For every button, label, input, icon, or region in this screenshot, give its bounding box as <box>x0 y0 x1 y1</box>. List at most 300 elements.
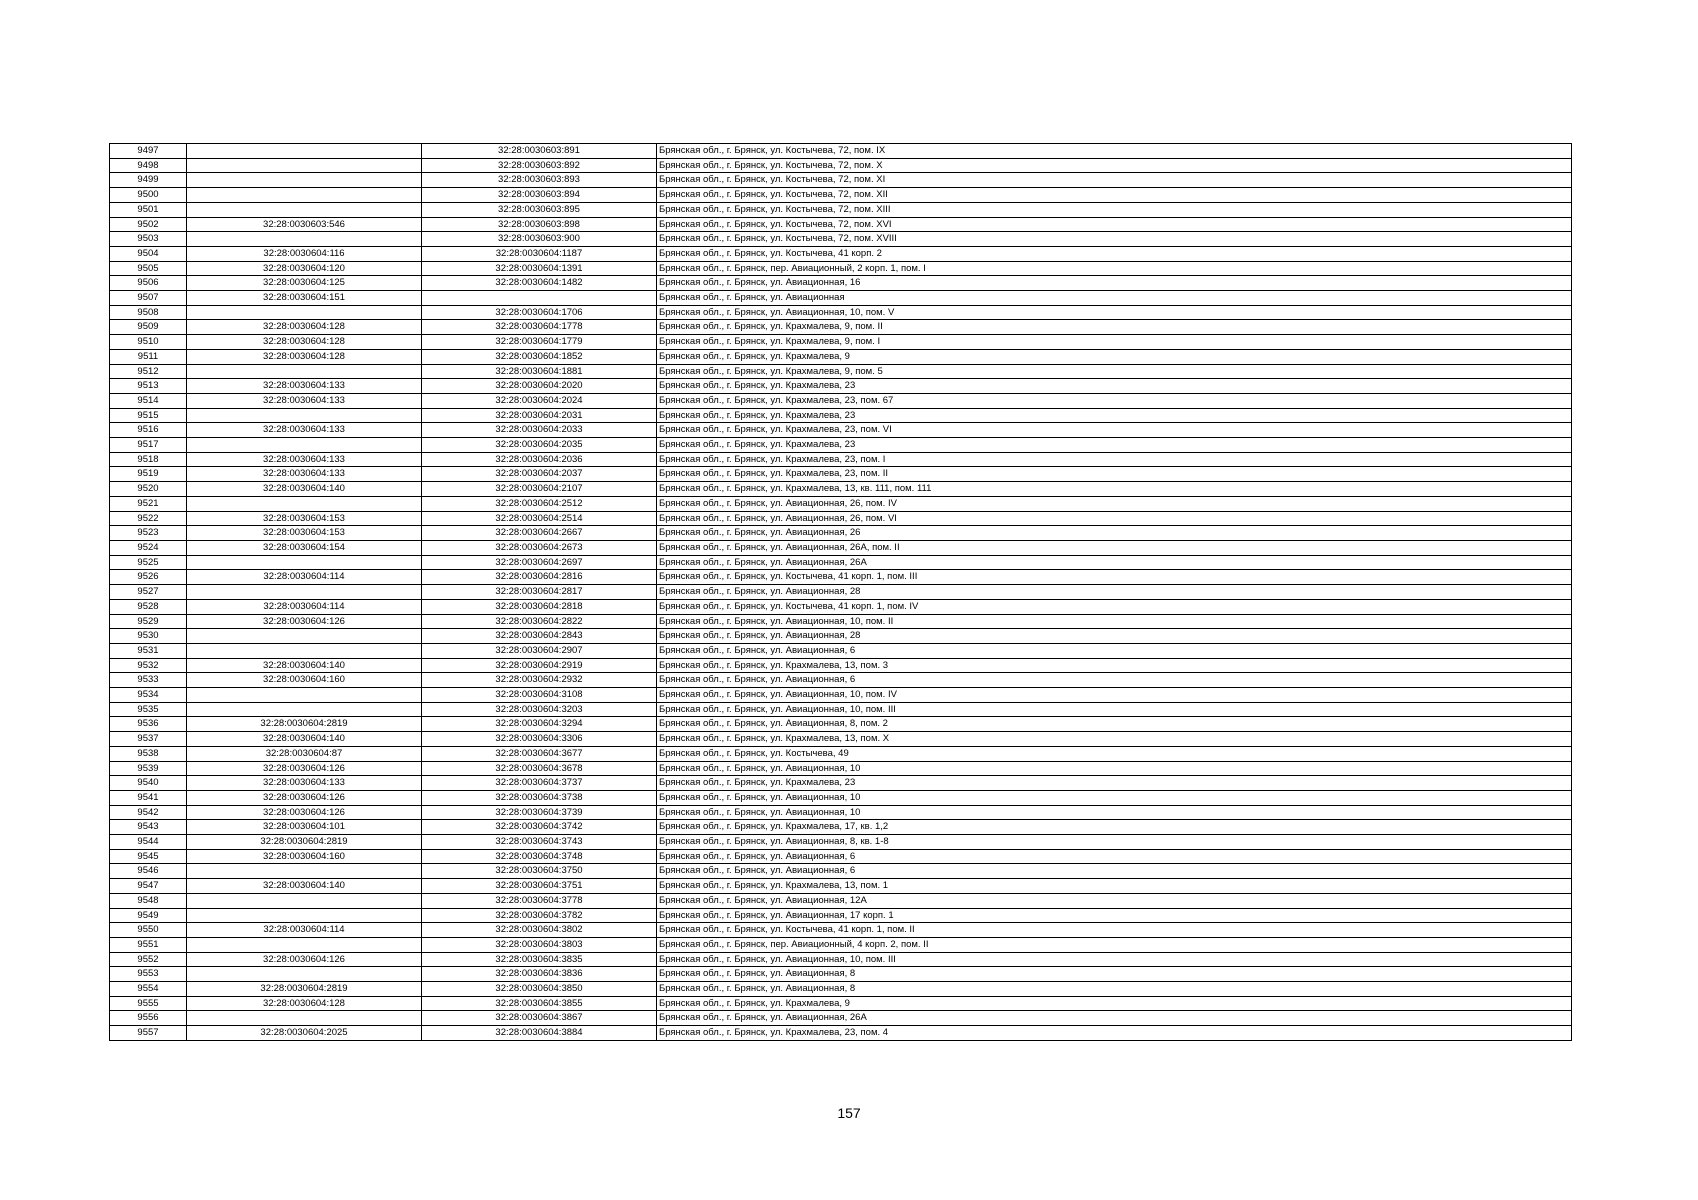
table-row <box>110 879 1572 894</box>
parent-cadastral-number-cell <box>187 967 422 982</box>
table-row <box>110 496 1572 511</box>
address-cell: Брянская обл., г. Брянск, ул. Костычева, 72, пом. XVI <box>657 217 1572 232</box>
parent-cadastral-number-cell <box>187 643 422 658</box>
table-row <box>110 408 1572 423</box>
table-row <box>110 673 1572 688</box>
table-row <box>110 952 1572 967</box>
table-row <box>110 202 1572 217</box>
cadastral-number-cell: 32:28:0030604:1187 <box>422 246 657 261</box>
cadastral-number-cell: 32:28:0030604:2033 <box>422 423 657 438</box>
parent-cadastral-number-cell: 32:28:0030604:133 <box>187 467 422 482</box>
cadastral-number-cell: 32:28:0030604:3739 <box>422 805 657 820</box>
table-row <box>110 614 1572 629</box>
table-row <box>110 761 1572 776</box>
parent-cadastral-number-cell: 32:28:0030604:2819 <box>187 982 422 997</box>
address-cell: Брянская обл., г. Брянск, ул. Костычева, 72, пом. IX <box>657 144 1572 159</box>
row-number-cell: 9517 <box>110 438 187 453</box>
parent-cadastral-number-cell: 32:28:0030604:133 <box>187 776 422 791</box>
parent-cadastral-number-cell <box>187 908 422 923</box>
row-number-cell: 9514 <box>110 393 187 408</box>
table-row <box>110 629 1572 644</box>
address-cell: Брянская обл., г. Брянск, ул. Авиационная, 10 <box>657 761 1572 776</box>
address-cell: Брянская обл., г. Брянск, ул. Костычева, 41 корп. 1, пом. IV <box>657 599 1572 614</box>
row-number-cell: 9555 <box>110 996 187 1011</box>
cadastral-number-cell: 32:28:0030604:1391 <box>422 261 657 276</box>
table-row <box>110 702 1572 717</box>
row-number-cell: 9539 <box>110 761 187 776</box>
address-cell: Брянская обл., г. Брянск, ул. Крахмалева, 9, пом. 5 <box>657 364 1572 379</box>
table-row <box>110 849 1572 864</box>
address-cell: Брянская обл., г. Брянск, ул. Авиационная, 8, пом. 2 <box>657 717 1572 732</box>
table-row <box>110 246 1572 261</box>
parent-cadastral-number-cell <box>187 188 422 203</box>
row-number-cell: 9511 <box>110 349 187 364</box>
row-number-cell: 9531 <box>110 643 187 658</box>
cadastral-number-cell: 32:28:0030604:3743 <box>422 835 657 850</box>
row-number-cell: 9540 <box>110 776 187 791</box>
parent-cadastral-number-cell <box>187 629 422 644</box>
address-cell: Брянская обл., г. Брянск, ул. Крахмалева, 9 <box>657 996 1572 1011</box>
row-number-cell: 9521 <box>110 496 187 511</box>
table-row <box>110 335 1572 350</box>
address-cell: Брянская обл., г. Брянск, ул. Авиационная, 10, пом. III <box>657 702 1572 717</box>
row-number-cell: 9518 <box>110 452 187 467</box>
row-number-cell: 9523 <box>110 526 187 541</box>
row-number-cell: 9502 <box>110 217 187 232</box>
row-number-cell: 9551 <box>110 937 187 952</box>
row-number-cell: 9541 <box>110 790 187 805</box>
parent-cadastral-number-cell <box>187 1011 422 1026</box>
table-row <box>110 908 1572 923</box>
cadastral-number-cell: 32:28:0030604:2024 <box>422 393 657 408</box>
address-cell: Брянская обл., г. Брянск, ул. Авиационная, 6 <box>657 864 1572 879</box>
parent-cadastral-number-cell: 32:28:0030604:2025 <box>187 1026 422 1041</box>
cadastral-number-cell: 32:28:0030604:3742 <box>422 820 657 835</box>
row-number-cell: 9536 <box>110 717 187 732</box>
table-row <box>110 452 1572 467</box>
parent-cadastral-number-cell: 32:28:0030604:101 <box>187 820 422 835</box>
cadastral-number-cell: 32:28:0030603:895 <box>422 202 657 217</box>
parent-cadastral-number-cell: 32:28:0030604:140 <box>187 879 422 894</box>
row-number-cell: 9544 <box>110 835 187 850</box>
parent-cadastral-number-cell: 32:28:0030604:116 <box>187 246 422 261</box>
table-row <box>110 996 1572 1011</box>
address-cell: Брянская обл., г. Брянск, ул. Крахмалева, 23, пом. VI <box>657 423 1572 438</box>
address-cell: Брянская обл., г. Брянск, ул. Авиационная, 6 <box>657 849 1572 864</box>
row-number-cell: 9542 <box>110 805 187 820</box>
parent-cadastral-number-cell <box>187 173 422 188</box>
table-row <box>110 776 1572 791</box>
cadastral-number-cell: 32:28:0030604:2817 <box>422 585 657 600</box>
cadastral-number-cell: 32:28:0030604:3678 <box>422 761 657 776</box>
address-cell: Брянская обл., г. Брянск, ул. Авиационная, 28 <box>657 585 1572 600</box>
address-cell: Брянская обл., г. Брянск, ул. Авиационная, 17 корп. 1 <box>657 908 1572 923</box>
table-row <box>110 864 1572 879</box>
row-number-cell: 9507 <box>110 291 187 306</box>
row-number-cell: 9545 <box>110 849 187 864</box>
address-cell: Брянская обл., г. Брянск, пер. Авиационный, 4 корп. 2, пом. II <box>657 937 1572 952</box>
cadastral-number-cell: 32:28:0030603:892 <box>422 158 657 173</box>
parent-cadastral-number-cell <box>187 305 422 320</box>
address-cell: Брянская обл., г. Брянск, ул. Авиационная, 26А, пом. II <box>657 540 1572 555</box>
parent-cadastral-number-cell <box>187 496 422 511</box>
address-cell: Брянская обл., г. Брянск, ул. Крахмалева, 23, пом. 4 <box>657 1026 1572 1041</box>
parent-cadastral-number-cell: 32:28:0030604:133 <box>187 379 422 394</box>
address-cell: Брянская обл., г. Брянск, ул. Костычева, 72, пом. XIII <box>657 202 1572 217</box>
table-row <box>110 746 1572 761</box>
cadastral-number-cell: 32:28:0030604:2514 <box>422 511 657 526</box>
parent-cadastral-number-cell <box>187 555 422 570</box>
row-number-cell: 9533 <box>110 673 187 688</box>
table-row <box>110 467 1572 482</box>
cadastral-number-cell: 32:28:0030604:2697 <box>422 555 657 570</box>
parent-cadastral-number-cell <box>187 937 422 952</box>
cadastral-number-cell: 32:28:0030604:1852 <box>422 349 657 364</box>
address-cell: Брянская обл., г. Брянск, ул. Авиационная, 28 <box>657 629 1572 644</box>
address-cell: Брянская обл., г. Брянск, ул. Авиационная, 8, кв. 1-8 <box>657 835 1572 850</box>
address-cell: Брянская обл., г. Брянск, ул. Костычева, 72, пом. XII <box>657 188 1572 203</box>
cadastral-number-cell: 32:28:0030604:3850 <box>422 982 657 997</box>
address-cell: Брянская обл., г. Брянск, ул. Авиационная, 10, пом. II <box>657 614 1572 629</box>
table-row <box>110 349 1572 364</box>
address-cell: Брянская обл., г. Брянск, ул. Крахмалева, 9 <box>657 349 1572 364</box>
address-cell: Брянская обл., г. Брянск, ул. Авиационная, 26, пом. VI <box>657 511 1572 526</box>
parent-cadastral-number-cell: 32:28:0030604:140 <box>187 482 422 497</box>
parent-cadastral-number-cell <box>187 585 422 600</box>
row-number-cell: 9499 <box>110 173 187 188</box>
cadastral-number-cell: 32:28:0030604:2667 <box>422 526 657 541</box>
cadastral-number-cell: 32:28:0030604:2673 <box>422 540 657 555</box>
address-cell: Брянская обл., г. Брянск, ул. Крахмалева, 13, пом. 3 <box>657 658 1572 673</box>
row-number-cell: 9503 <box>110 232 187 247</box>
row-number-cell: 9554 <box>110 982 187 997</box>
cadastral-number-cell: 32:28:0030604:3203 <box>422 702 657 717</box>
row-number-cell: 9537 <box>110 732 187 747</box>
cadastral-number-cell: 32:28:0030604:3803 <box>422 937 657 952</box>
table-row <box>110 820 1572 835</box>
row-number-cell: 9527 <box>110 585 187 600</box>
table-row <box>110 599 1572 614</box>
parent-cadastral-number-cell: 32:28:0030604:153 <box>187 511 422 526</box>
parent-cadastral-number-cell <box>187 202 422 217</box>
address-cell: Брянская обл., г. Брянск, ул. Авиационная, 10 <box>657 790 1572 805</box>
cadastral-number-cell: 32:28:0030604:1881 <box>422 364 657 379</box>
cadastral-number-cell: 32:28:0030604:3855 <box>422 996 657 1011</box>
cadastral-number-cell: 32:28:0030603:894 <box>422 188 657 203</box>
row-number-cell: 9532 <box>110 658 187 673</box>
parent-cadastral-number-cell: 32:28:0030604:154 <box>187 540 422 555</box>
parent-cadastral-number-cell: 32:28:0030604:114 <box>187 599 422 614</box>
parent-cadastral-number-cell: 32:28:0030604:133 <box>187 423 422 438</box>
table-row <box>110 217 1572 232</box>
table-row <box>110 555 1572 570</box>
cadastral-number-cell: 32:28:0030604:3835 <box>422 952 657 967</box>
row-number-cell: 9522 <box>110 511 187 526</box>
row-number-cell: 9543 <box>110 820 187 835</box>
table-row <box>110 893 1572 908</box>
parent-cadastral-number-cell <box>187 438 422 453</box>
row-number-cell: 9501 <box>110 202 187 217</box>
address-cell: Брянская обл., г. Брянск, ул. Авиационная, 12А <box>657 893 1572 908</box>
address-cell: Брянская обл., г. Брянск, ул. Крахмалева, 23 <box>657 379 1572 394</box>
row-number-cell: 9525 <box>110 555 187 570</box>
cadastral-number-cell: 32:28:0030603:893 <box>422 173 657 188</box>
parent-cadastral-number-cell: 32:28:0030604:126 <box>187 805 422 820</box>
address-cell: Брянская обл., г. Брянск, ул. Крахмалева, 9, пом. I <box>657 335 1572 350</box>
cadastral-number-cell: 32:28:0030604:2919 <box>422 658 657 673</box>
row-number-cell: 9524 <box>110 540 187 555</box>
cadastral-number-cell: 32:28:0030604:2822 <box>422 614 657 629</box>
cadastral-number-cell: 32:28:0030603:891 <box>422 144 657 159</box>
address-cell: Брянская обл., г. Брянск, ул. Авиационная, 10 <box>657 805 1572 820</box>
cadastral-number-cell: 32:28:0030604:3750 <box>422 864 657 879</box>
table-row <box>110 511 1572 526</box>
row-number-cell: 9557 <box>110 1026 187 1041</box>
table-row <box>110 232 1572 247</box>
row-number-cell: 9553 <box>110 967 187 982</box>
parent-cadastral-number-cell <box>187 702 422 717</box>
parent-cadastral-number-cell: 32:28:0030604:151 <box>187 291 422 306</box>
parent-cadastral-number-cell: 32:28:0030604:114 <box>187 923 422 938</box>
table-row <box>110 540 1572 555</box>
table-row <box>110 423 1572 438</box>
cadastral-number-cell: 32:28:0030604:1778 <box>422 320 657 335</box>
cadastral-number-cell: 32:28:0030604:1779 <box>422 335 657 350</box>
cadastral-number-cell: 32:28:0030604:3867 <box>422 1011 657 1026</box>
table-row <box>110 188 1572 203</box>
table-row <box>110 320 1572 335</box>
row-number-cell: 9534 <box>110 688 187 703</box>
table-row <box>110 717 1572 732</box>
table-row <box>110 526 1572 541</box>
table-row <box>110 261 1572 276</box>
cadastral-number-cell: 32:28:0030604:3802 <box>422 923 657 938</box>
row-number-cell: 9497 <box>110 144 187 159</box>
table-row <box>110 835 1572 850</box>
parent-cadastral-number-cell: 32:28:0030604:2819 <box>187 835 422 850</box>
row-number-cell: 9512 <box>110 364 187 379</box>
cadastral-number-cell: 32:28:0030604:2816 <box>422 570 657 585</box>
cadastral-number-cell: 32:28:0030604:3737 <box>422 776 657 791</box>
row-number-cell: 9538 <box>110 746 187 761</box>
parent-cadastral-number-cell: 32:28:0030604:128 <box>187 320 422 335</box>
cadastral-number-cell: 32:28:0030604:3782 <box>422 908 657 923</box>
table-row <box>110 393 1572 408</box>
parent-cadastral-number-cell: 32:28:0030604:128 <box>187 349 422 364</box>
cadastral-number-cell: 32:28:0030604:2036 <box>422 452 657 467</box>
address-cell: Брянская обл., г. Брянск, ул. Костычева, 41 корп. 1, пом. III <box>657 570 1572 585</box>
cadastral-number-cell: 32:28:0030604:3884 <box>422 1026 657 1041</box>
address-cell: Брянская обл., г. Брянск, ул. Крахмалева, 23, пом. 67 <box>657 393 1572 408</box>
parent-cadastral-number-cell: 32:28:0030604:126 <box>187 952 422 967</box>
cadastral-number-cell: 32:28:0030603:898 <box>422 217 657 232</box>
cadastral-number-cell: 32:28:0030604:3306 <box>422 732 657 747</box>
table-row <box>110 967 1572 982</box>
address-cell: Брянская обл., г. Брянск, ул. Авиационная, 10, пом. IV <box>657 688 1572 703</box>
address-cell: Брянская обл., г. Брянск, ул. Крахмалева, 23 <box>657 438 1572 453</box>
table-row <box>110 658 1572 673</box>
table-row <box>110 570 1572 585</box>
row-number-cell: 9552 <box>110 952 187 967</box>
row-number-cell: 9535 <box>110 702 187 717</box>
address-cell: Брянская обл., г. Брянск, ул. Крахмалева, 17, кв. 1,2 <box>657 820 1572 835</box>
table-row <box>110 923 1572 938</box>
address-cell: Брянская обл., г. Брянск, ул. Авиационная, 8 <box>657 967 1572 982</box>
row-number-cell: 9510 <box>110 335 187 350</box>
parent-cadastral-number-cell: 32:28:0030604:160 <box>187 673 422 688</box>
table-row <box>110 643 1572 658</box>
parent-cadastral-number-cell <box>187 688 422 703</box>
row-number-cell: 9498 <box>110 158 187 173</box>
table-row <box>110 790 1572 805</box>
address-cell: Брянская обл., г. Брянск, ул. Костычева, 41 корп. 1, пом. II <box>657 923 1572 938</box>
table-row <box>110 732 1572 747</box>
row-number-cell: 9550 <box>110 923 187 938</box>
table-row <box>110 805 1572 820</box>
row-number-cell: 9519 <box>110 467 187 482</box>
parent-cadastral-number-cell: 32:28:0030604:153 <box>187 526 422 541</box>
cadastral-number-cell: 32:28:0030604:3677 <box>422 746 657 761</box>
address-cell: Брянская обл., г. Брянск, ул. Крахмалева, 9, пом. II <box>657 320 1572 335</box>
address-cell: Брянская обл., г. Брянск, ул. Авиационная, 6 <box>657 673 1572 688</box>
row-number-cell: 9508 <box>110 305 187 320</box>
cadastral-number-cell: 32:28:0030604:3778 <box>422 893 657 908</box>
row-number-cell: 9516 <box>110 423 187 438</box>
address-cell: Брянская обл., г. Брянск, ул. Костычева, 72, пом. X <box>657 158 1572 173</box>
table-row <box>110 438 1572 453</box>
parent-cadastral-number-cell: 32:28:0030604:87 <box>187 746 422 761</box>
table-row <box>110 982 1572 997</box>
row-number-cell: 9556 <box>110 1011 187 1026</box>
parent-cadastral-number-cell: 32:28:0030604:114 <box>187 570 422 585</box>
parent-cadastral-number-cell <box>187 408 422 423</box>
address-cell: Брянская обл., г. Брянск, ул. Крахмалева, 23 <box>657 408 1572 423</box>
table-row <box>110 937 1572 952</box>
address-cell: Брянская обл., г. Брянск, ул. Крахмалева, 13, кв. 111, пом. 111 <box>657 482 1572 497</box>
cadastral-number-cell: 32:28:0030604:2035 <box>422 438 657 453</box>
row-number-cell: 9505 <box>110 261 187 276</box>
table-body <box>110 144 1572 1041</box>
address-cell: Брянская обл., г. Брянск, ул. Костычева, 72, пом. XVIII <box>657 232 1572 247</box>
cadastral-number-cell <box>422 291 657 306</box>
cadastral-number-cell: 32:28:0030604:3836 <box>422 967 657 982</box>
parent-cadastral-number-cell <box>187 144 422 159</box>
cadastral-number-cell: 32:28:0030604:3738 <box>422 790 657 805</box>
parent-cadastral-number-cell: 32:28:0030604:2819 <box>187 717 422 732</box>
cadastral-number-cell: 32:28:0030604:2932 <box>422 673 657 688</box>
parent-cadastral-number-cell <box>187 232 422 247</box>
cadastral-number-cell: 32:28:0030604:2512 <box>422 496 657 511</box>
row-number-cell: 9513 <box>110 379 187 394</box>
table-row <box>110 379 1572 394</box>
address-cell: Брянская обл., г. Брянск, ул. Костычева, 41 корп. 2 <box>657 246 1572 261</box>
parent-cadastral-number-cell: 32:28:0030604:133 <box>187 393 422 408</box>
parent-cadastral-number-cell: 32:28:0030603:546 <box>187 217 422 232</box>
row-number-cell: 9549 <box>110 908 187 923</box>
row-number-cell: 9504 <box>110 246 187 261</box>
row-number-cell: 9515 <box>110 408 187 423</box>
row-number-cell: 9509 <box>110 320 187 335</box>
parent-cadastral-number-cell <box>187 364 422 379</box>
row-number-cell: 9526 <box>110 570 187 585</box>
page-number: 157 <box>837 1105 861 1121</box>
parent-cadastral-number-cell: 32:28:0030604:126 <box>187 790 422 805</box>
parent-cadastral-number-cell: 32:28:0030604:133 <box>187 452 422 467</box>
address-cell: Брянская обл., г. Брянск, ул. Крахмалева, 13, пом. X <box>657 732 1572 747</box>
parent-cadastral-number-cell <box>187 893 422 908</box>
cadastral-number-cell: 32:28:0030604:2031 <box>422 408 657 423</box>
row-number-cell: 9529 <box>110 614 187 629</box>
address-cell: Брянская обл., г. Брянск, ул. Авиационная, 16 <box>657 276 1572 291</box>
cadastral-number-cell: 32:28:0030604:1482 <box>422 276 657 291</box>
address-cell: Брянская обл., г. Брянск, ул. Авиационная, 10, пом. V <box>657 305 1572 320</box>
cadastral-table <box>109 143 1572 1041</box>
row-number-cell: 9546 <box>110 864 187 879</box>
parent-cadastral-number-cell: 32:28:0030604:125 <box>187 276 422 291</box>
address-cell: Брянская обл., г. Брянск, ул. Крахмалева, 23, пом. I <box>657 452 1572 467</box>
row-number-cell: 9520 <box>110 482 187 497</box>
row-number-cell: 9506 <box>110 276 187 291</box>
row-number-cell: 9547 <box>110 879 187 894</box>
cadastral-number-cell: 32:28:0030604:3294 <box>422 717 657 732</box>
cadastral-number-cell: 32:28:0030604:2907 <box>422 643 657 658</box>
address-cell: Брянская обл., г. Брянск, ул. Авиационная <box>657 291 1572 306</box>
table-row <box>110 276 1572 291</box>
parent-cadastral-number-cell <box>187 158 422 173</box>
address-cell: Брянская обл., г. Брянск, ул. Костычева, 49 <box>657 746 1572 761</box>
cadastral-number-cell: 32:28:0030604:2020 <box>422 379 657 394</box>
table-row <box>110 1026 1572 1041</box>
address-cell: Брянская обл., г. Брянск, пер. Авиационный, 2 корп. 1, пом. I <box>657 261 1572 276</box>
row-number-cell: 9530 <box>110 629 187 644</box>
address-cell: Брянская обл., г. Брянск, ул. Крахмалева, 13, пом. 1 <box>657 879 1572 894</box>
row-number-cell: 9500 <box>110 188 187 203</box>
parent-cadastral-number-cell: 32:28:0030604:126 <box>187 614 422 629</box>
table-row <box>110 173 1572 188</box>
address-cell: Брянская обл., г. Брянск, ул. Костычева, 72, пом. XI <box>657 173 1572 188</box>
address-cell: Брянская обл., г. Брянск, ул. Крахмалева, 23 <box>657 776 1572 791</box>
table-row <box>110 1011 1572 1026</box>
parent-cadastral-number-cell: 32:28:0030604:160 <box>187 849 422 864</box>
table-row <box>110 364 1572 379</box>
address-cell: Брянская обл., г. Брянск, ул. Крахмалева, 23, пом. II <box>657 467 1572 482</box>
table-row <box>110 305 1572 320</box>
cadastral-number-cell: 32:28:0030604:3108 <box>422 688 657 703</box>
parent-cadastral-number-cell: 32:28:0030604:120 <box>187 261 422 276</box>
table-row <box>110 585 1572 600</box>
table-row <box>110 482 1572 497</box>
parent-cadastral-number-cell: 32:28:0030604:128 <box>187 996 422 1011</box>
address-cell: Брянская обл., г. Брянск, ул. Авиационная, 10, пом. III <box>657 952 1572 967</box>
cadastral-number-cell: 32:28:0030604:2107 <box>422 482 657 497</box>
parent-cadastral-number-cell: 32:28:0030604:140 <box>187 658 422 673</box>
cadastral-number-cell: 32:28:0030604:3751 <box>422 879 657 894</box>
cadastral-number-cell: 32:28:0030604:3748 <box>422 849 657 864</box>
address-cell: Брянская обл., г. Брянск, ул. Авиационная, 26А <box>657 1011 1572 1026</box>
cadastral-number-cell: 32:28:0030604:1706 <box>422 305 657 320</box>
row-number-cell: 9548 <box>110 893 187 908</box>
parent-cadastral-number-cell <box>187 864 422 879</box>
address-cell: Брянская обл., г. Брянск, ул. Авиационная, 26 <box>657 526 1572 541</box>
address-cell: Брянская обл., г. Брянск, ул. Авиационная, 6 <box>657 643 1572 658</box>
table-row <box>110 291 1572 306</box>
address-cell: Брянская обл., г. Брянск, ул. Авиационная, 26А <box>657 555 1572 570</box>
parent-cadastral-number-cell: 32:28:0030604:128 <box>187 335 422 350</box>
parent-cadastral-number-cell: 32:28:0030604:126 <box>187 761 422 776</box>
table-row <box>110 144 1572 159</box>
address-cell: Брянская обл., г. Брянск, ул. Авиационная, 26, пом. IV <box>657 496 1572 511</box>
table-row <box>110 688 1572 703</box>
